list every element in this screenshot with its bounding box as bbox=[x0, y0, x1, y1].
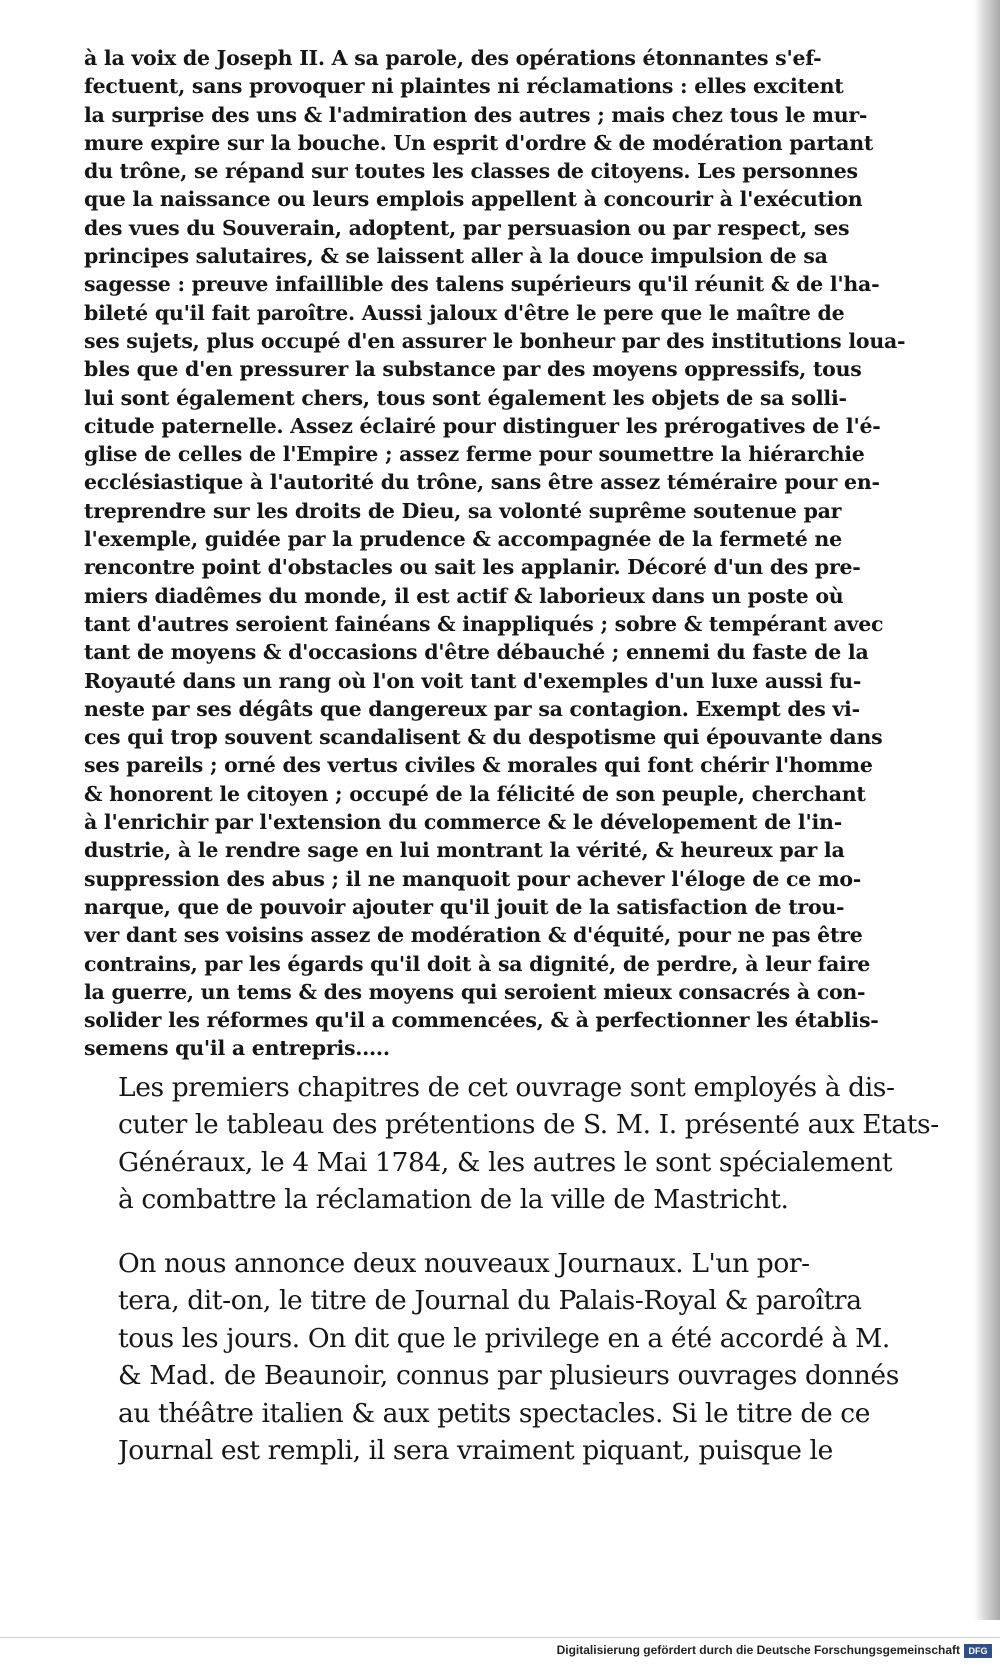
text-line: fectuent, sans provoquer ni plaintes ni réclamations : elles excitent bbox=[84, 74, 844, 99]
text-line: à l'enrichir par l'extension du commerce & le dévelopement de l'in- bbox=[84, 810, 842, 835]
text-line: tant de moyens & d'occasions d'être débauché ; ennemi du faste de la bbox=[84, 640, 869, 665]
text-line: ecclésiastique à l'autorité du trône, sans être assez téméraire pour en- bbox=[84, 470, 880, 495]
text-line: que la naissance ou leurs emplois appellent à concourir à l'exécution bbox=[84, 187, 863, 212]
text-line: bileté qu'il fait paroître. Aussi jaloux d'être le pere que le maître de bbox=[84, 300, 845, 325]
text-line: la guerre, un tems & des moyens qui seroient mieux consacrés à con- bbox=[84, 979, 866, 1004]
text-line: rencontre point d'obstacles ou sait les applanir. Décoré d'un des pre- bbox=[84, 555, 861, 580]
text-line: tous les jours. On dit que le privilege en a été accordé à M. bbox=[118, 1322, 890, 1354]
text-line: ses sujets, plus occupé d'en assurer le bonheur par des institutions loua- bbox=[84, 328, 906, 353]
text-line: narque, que de pouvoir ajouter qu'il jouit de la satisfaction de trou- bbox=[84, 894, 845, 919]
text-line: solider les réformes qu'il a commencées, & à perfectionner les établis- bbox=[84, 1008, 879, 1033]
text-line: semens qu'il a entrepris..... bbox=[84, 1036, 390, 1061]
text-line: dustrie, à le rendre sage en lui montrant la vérité, & heureux par la bbox=[84, 838, 845, 863]
text-line: tant d'autres seroient fainéans & inappliqués ; sobre & tempérant avec bbox=[84, 611, 884, 636]
text-line: On nous annonce deux nouveaux Journaux. L'un por- bbox=[118, 1247, 810, 1279]
text-line: des vues du Souverain, adoptent, par persuasion ou par respect, ses bbox=[84, 215, 850, 240]
text-line: Royauté dans un rang où l'on voit tant d'exemples d'un luxe aussi fu- bbox=[84, 668, 862, 693]
text-line: à la voix de Joseph II. A sa parole, des opérations étonnantes s'ef- bbox=[84, 46, 822, 70]
page-text bbox=[84, 44, 968, 1470]
text-line: mure expire sur la bouche. Un esprit d'ordre & de modération partant bbox=[84, 130, 874, 155]
text-line: treprendre sur les droits de Dieu, sa volonté suprême soutenue par bbox=[84, 498, 842, 523]
text-line: miers diadêmes du monde, il est actif & laborieux dans un poste où bbox=[84, 583, 844, 608]
text-line: neste par ses dégâts que dangereux par sa contagion. Exempt des vi- bbox=[84, 696, 860, 721]
text-line: ses pareils ; orné des vertus civiles & morales qui font chérir l'homme bbox=[84, 753, 873, 778]
text-line: & honorent le citoyen ; occupé de la félicité de son peuple, cherchant bbox=[84, 781, 866, 806]
text-line: & Mad. de Beaunoir, connus par plusieurs ouvrages donnés bbox=[118, 1360, 899, 1392]
footer-credit: Digitalisierung gefördert durch die Deutsche Forschungsgemeinschaft bbox=[556, 1643, 960, 1657]
paragraph-chapters bbox=[84, 1069, 968, 1219]
dfg-logo-icon: DFG bbox=[964, 1644, 992, 1658]
text-line: cuter le tableau des prétentions de S. M. I. présenté aux Etats- bbox=[118, 1109, 939, 1141]
text-line: ces qui trop souvent scandalisent & du despotisme qui épouvante dans bbox=[84, 725, 883, 750]
digitization-footer bbox=[0, 1637, 1000, 1664]
text-line: tera, dit-on, le titre de Journal du Palais-Royal & paroîtra bbox=[118, 1285, 862, 1317]
text-line: du trône, se répand sur toutes les classes de citoyens. Les personnes bbox=[84, 159, 858, 184]
text-line: la surprise des uns & l'admiration des autres ; mais chez tous le mur- bbox=[84, 102, 868, 127]
text-line: citude paternelle. Assez éclairé pour distinguer les prérogatives de l'é- bbox=[84, 413, 881, 438]
text-line: contrains, par les égards qu'il doit à sa dignité, de perdre, à leur faire bbox=[84, 951, 871, 976]
text-line: Les premiers chapitres de cet ouvrage sont employés à dis- bbox=[118, 1071, 895, 1103]
text-line: l'exemple, guidée par la prudence & accompagnée de la fermeté ne bbox=[84, 527, 842, 552]
text-line: Généraux, le 4 Mai 1784, & les autres le sont spécialement bbox=[118, 1146, 893, 1178]
text-line: glise de celles de l'Empire ; assez ferme pour soumettre la hiérarchie bbox=[84, 442, 865, 467]
text-line: Journal est rempli, il sera vraiment piquant, puisque le bbox=[118, 1435, 833, 1467]
text-line: principes salutaires, & se laissent aller à la douce impulsion de sa bbox=[84, 244, 828, 269]
text-line: lui sont également chers, tous sont également les objets de sa solli- bbox=[84, 385, 847, 410]
text-line: suppression des abus ; il ne manquoit pour achever l'éloge de ce mo- bbox=[84, 866, 862, 891]
text-line: sagesse : preuve infaillible des talens supérieurs qu'il réunit & de l'ha- bbox=[84, 272, 880, 297]
text-line: bles que d'en pressurer la substance par des moyens oppressifs, tous bbox=[84, 357, 862, 382]
text-line: à combattre la réclamation de la ville de Mastricht. bbox=[118, 1184, 789, 1216]
page-edge-shadow bbox=[974, 0, 1000, 1620]
text-line: au théâtre italien & aux petits spectacles. Si le titre de ce bbox=[118, 1397, 871, 1429]
text-line: ver dant ses voisins assez de modération & d'équité, pour ne pas être bbox=[84, 923, 863, 948]
paragraph-eulogy bbox=[84, 44, 968, 1063]
paragraph-journals bbox=[84, 1245, 968, 1470]
